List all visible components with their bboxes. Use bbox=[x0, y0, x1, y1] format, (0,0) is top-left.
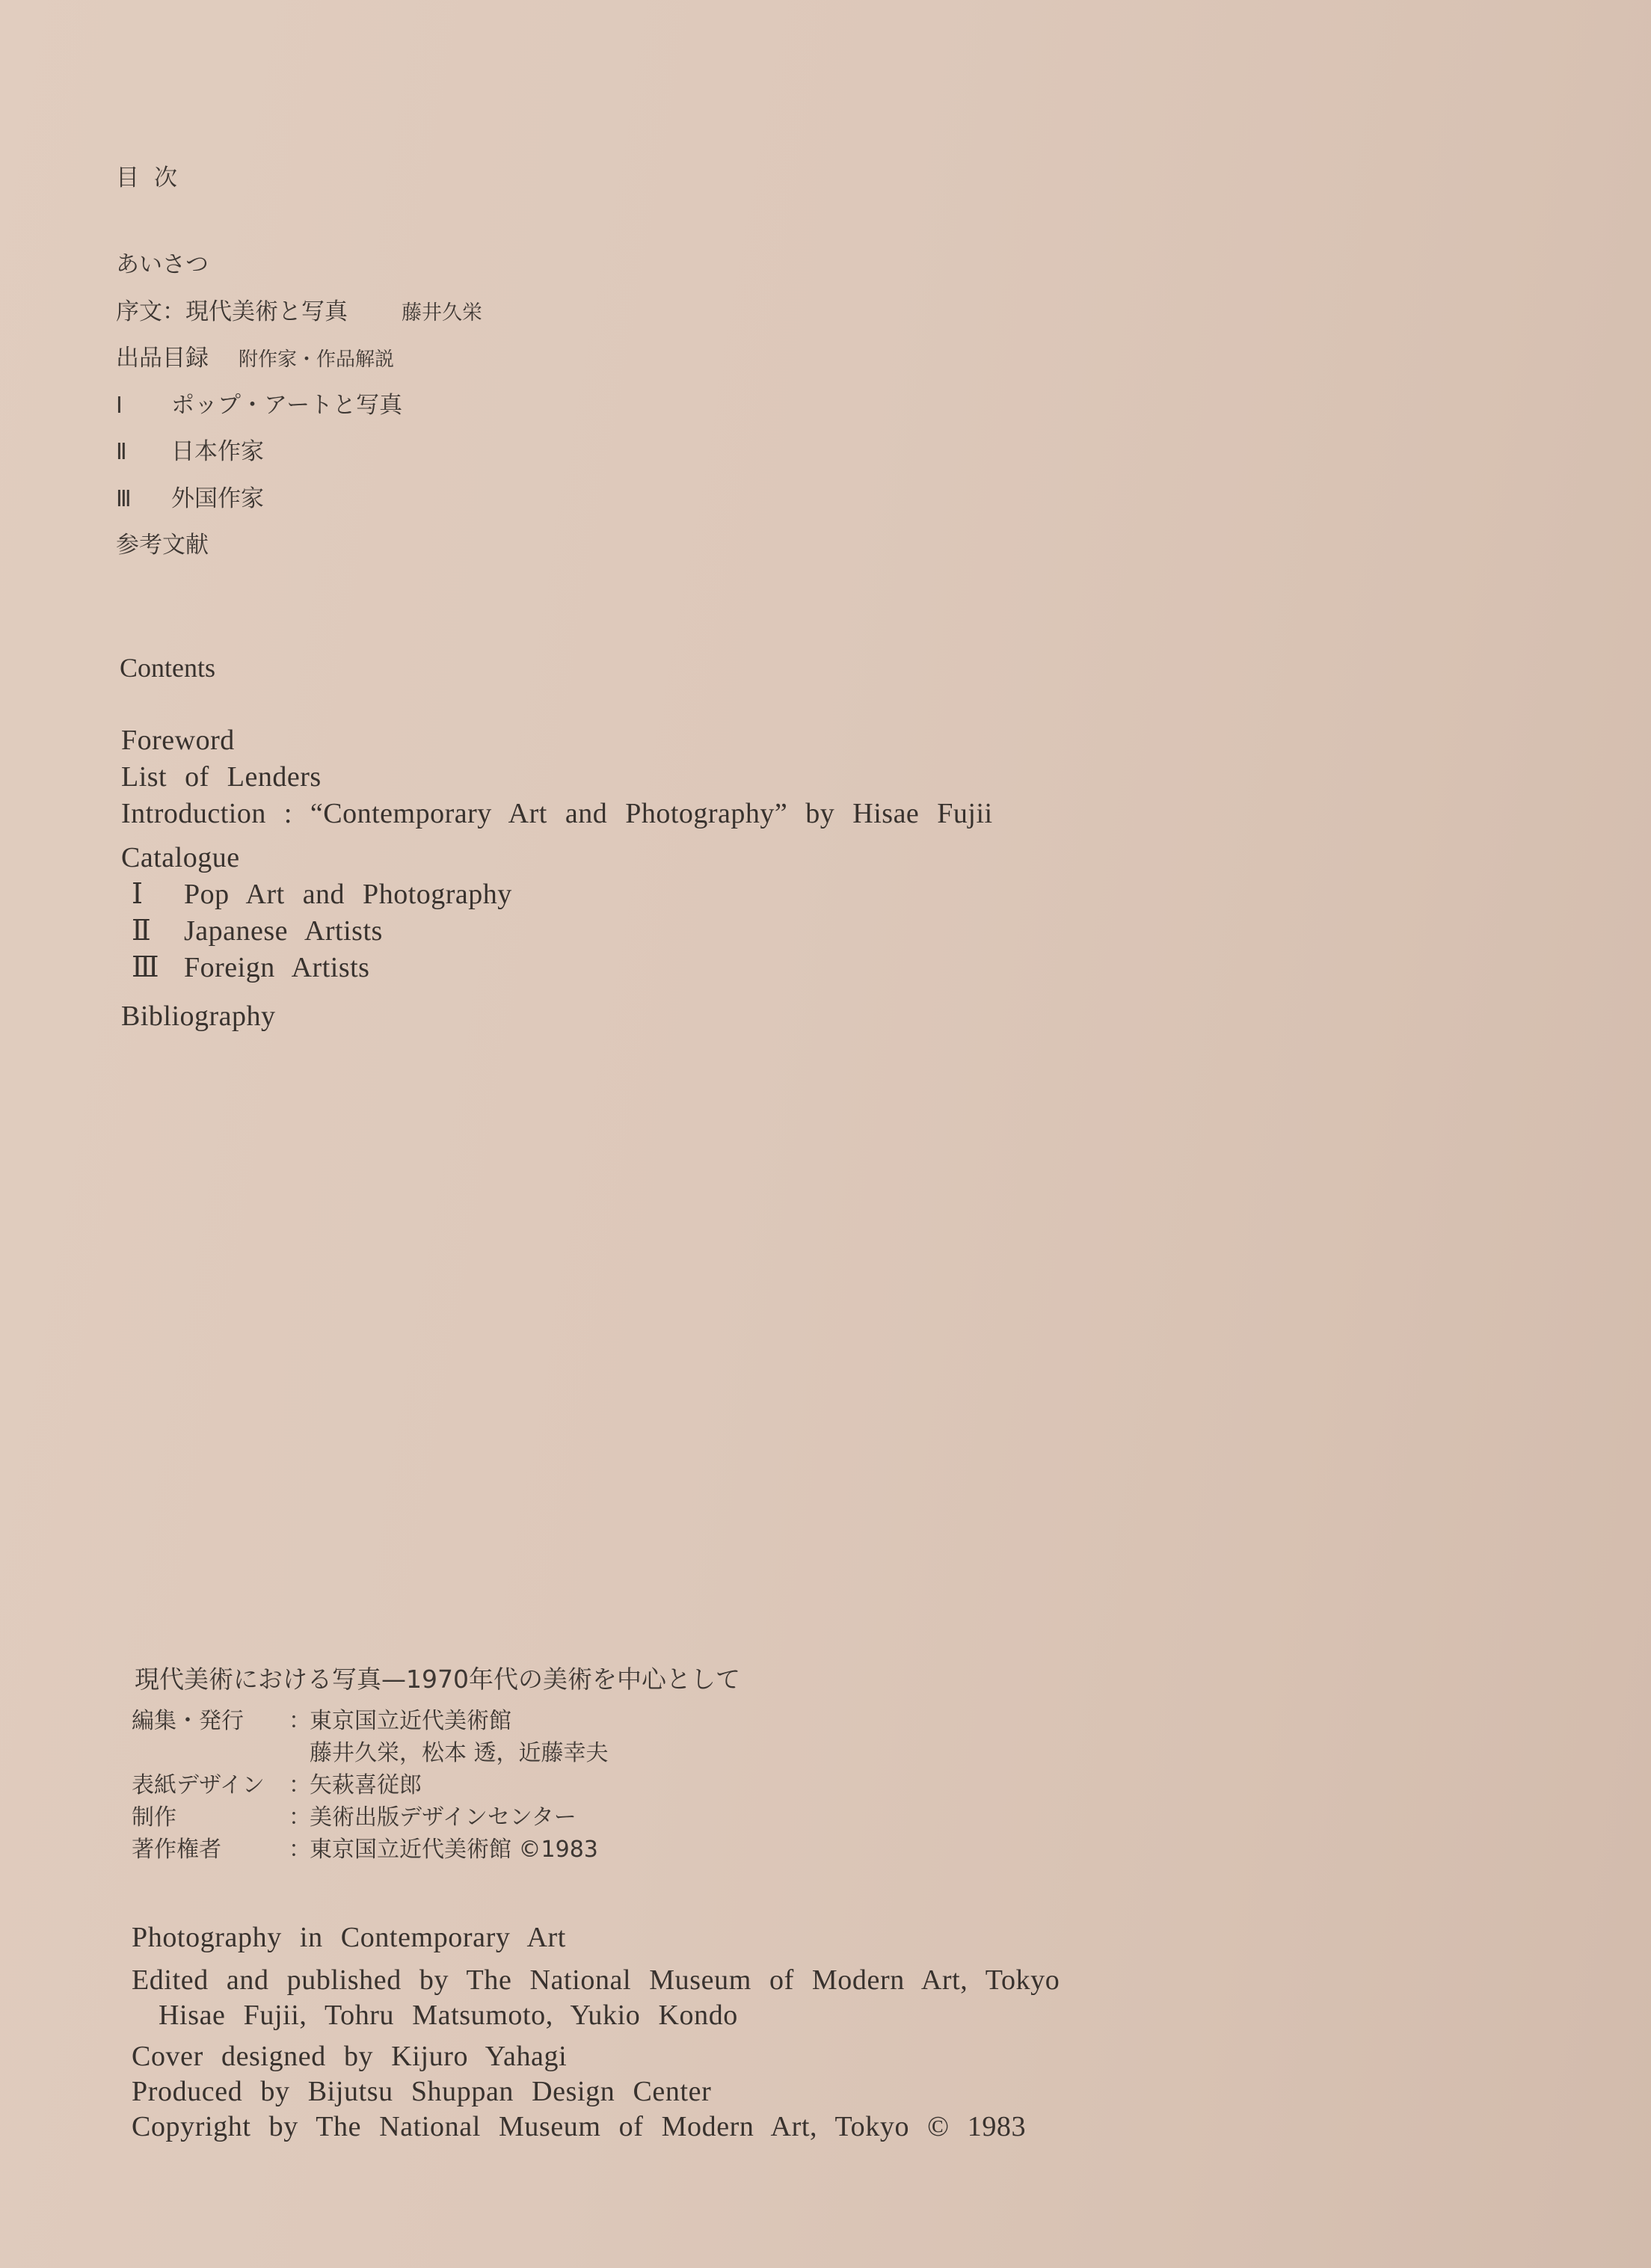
en-toc-heading: Contents bbox=[120, 653, 216, 683]
colophon-jp-label: 表紙デザイン bbox=[132, 1772, 265, 1798]
colophon-jp-value: 矢萩喜従郎 bbox=[310, 1772, 422, 1798]
colophon-jp-value: 美術出版デザインセンター bbox=[310, 1804, 577, 1831]
colophon-jp-row-production bbox=[132, 1801, 609, 1834]
colophon-jp-row-editor bbox=[132, 1705, 609, 1737]
colophon-jp-separator bbox=[289, 1737, 310, 1769]
en-toc-catalogue: Catalogue bbox=[121, 842, 240, 873]
jp-toc-section-number: Ⅱ bbox=[116, 440, 127, 464]
jp-toc-item-greeting bbox=[116, 250, 482, 297]
colophon-en-copyright: Copyright by The National Museum of Modern Art, Tokyo © 1983 bbox=[132, 2111, 1027, 2142]
jp-toc-item-section-1 bbox=[116, 390, 482, 437]
colophon-en-cover: Cover designed by Kijuro Yahagi bbox=[132, 2041, 568, 2072]
colophon-jp-row-editors-names bbox=[132, 1737, 609, 1769]
jp-toc-item-preface bbox=[116, 297, 482, 344]
en-toc-section-3 bbox=[121, 950, 993, 986]
jp-toc-author: 藤井久栄 bbox=[402, 301, 482, 325]
jp-toc-section-number: Ⅰ bbox=[116, 393, 123, 418]
jp-toc-title: 日本作家 bbox=[171, 438, 264, 465]
colophon-jp-separator: ： bbox=[289, 1772, 311, 1798]
jp-toc-title: あいさつ bbox=[116, 251, 209, 278]
jp-toc-section-number: Ⅲ bbox=[116, 486, 132, 511]
jp-toc-title: ポップ・アートと写真 bbox=[171, 391, 403, 419]
colophon-jp-row-cover bbox=[132, 1769, 609, 1801]
jp-toc-item-catalogue bbox=[116, 343, 482, 390]
jp-toc-list bbox=[116, 250, 482, 577]
jp-toc-title: 外国作家 bbox=[171, 485, 264, 512]
colophon-en-editors: Hisae Fujii, Tohru Matsumoto, Yukio Kondo bbox=[159, 2000, 738, 2031]
en-toc-section-1 bbox=[121, 876, 993, 913]
colophon-jp-label bbox=[132, 1737, 289, 1769]
colophon-en-edited: Edited and published by The National Museum of Modern Art, Tokyo bbox=[132, 1964, 1060, 1996]
en-toc-section-number: Ⅰ bbox=[132, 879, 144, 910]
jp-toc-title: 序文：現代美術と写真 bbox=[116, 298, 348, 325]
colophon-jp-value: 東京国立近代美術館 ©1983 bbox=[310, 1837, 598, 1863]
colophon-jp-value: 藤井久栄，松本 透，近藤幸夫 bbox=[310, 1740, 609, 1766]
en-toc-section-number: Ⅲ bbox=[132, 952, 160, 983]
en-toc-foreword: Foreword bbox=[121, 725, 235, 756]
colophon-jp-row-copyright bbox=[132, 1834, 609, 1866]
colophon-jp-list bbox=[132, 1705, 609, 1866]
en-toc-section-2 bbox=[121, 913, 993, 950]
colophon-en-list bbox=[132, 1920, 1060, 2145]
en-toc-bibliography: Bibliography bbox=[121, 1001, 276, 1032]
jp-toc-item-bibliography bbox=[116, 530, 482, 577]
jp-toc-title: 出品目録 bbox=[116, 345, 209, 372]
colophon-jp-separator: ： bbox=[289, 1708, 311, 1734]
jp-toc-item-section-3 bbox=[116, 484, 482, 531]
colophon-jp-title: 現代美術における写真—1970年代の美術を中心として bbox=[135, 1665, 740, 1694]
en-toc-section-title: Japanese Artists bbox=[184, 915, 383, 947]
en-toc-list bbox=[121, 722, 993, 1035]
colophon-jp-label: 制作 bbox=[132, 1804, 176, 1831]
jp-toc-subtitle: 附作家・作品解説 bbox=[239, 348, 395, 371]
en-toc-section-title: Foreign Artists bbox=[184, 952, 370, 983]
colophon-jp-value: 東京国立近代美術館 bbox=[310, 1708, 511, 1734]
en-toc-introduction: Introduction : “Contemporary Art and Photography” by Hisae Fujii bbox=[121, 798, 993, 829]
en-toc-section-number: Ⅱ bbox=[132, 915, 152, 947]
colophon-jp-separator: ： bbox=[289, 1837, 311, 1863]
en-toc-lenders: List of Lenders bbox=[121, 761, 322, 793]
colophon-jp-separator: ： bbox=[289, 1804, 311, 1831]
colophon-en-produced: Produced by Bijutsu Shuppan Design Center bbox=[132, 2076, 712, 2107]
colophon-jp-label: 著作権者 bbox=[132, 1837, 221, 1863]
colophon-en-title: Photography in Contemporary Art bbox=[132, 1922, 566, 1953]
jp-toc-item-section-2 bbox=[116, 437, 482, 484]
en-toc-section-title: Pop Art and Photography bbox=[184, 879, 512, 910]
colophon-jp-label: 編集・発行 bbox=[132, 1708, 244, 1734]
jp-toc-title: 参考文献 bbox=[116, 532, 209, 559]
jp-toc-heading: 目次 bbox=[116, 165, 192, 191]
